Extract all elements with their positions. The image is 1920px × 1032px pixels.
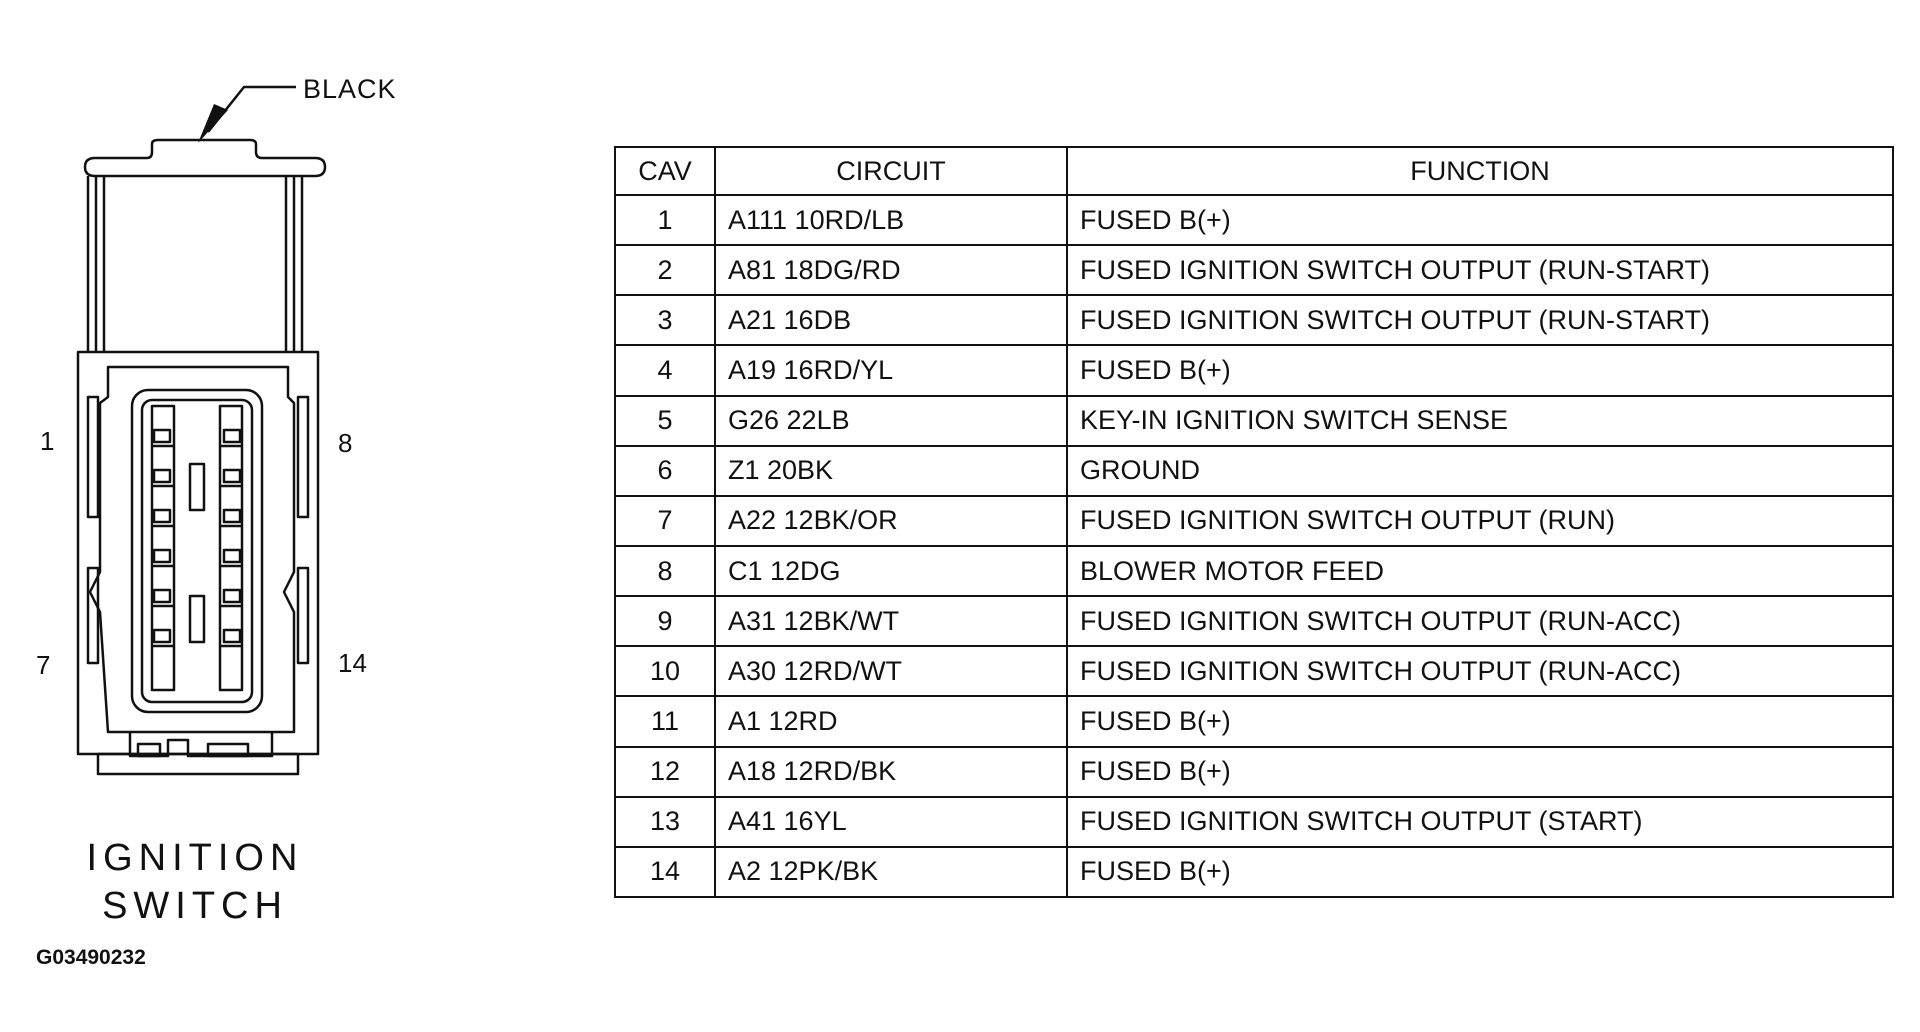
table-row xyxy=(615,446,1893,496)
cell-function: FUSED B(+) xyxy=(1067,847,1893,897)
pin-label-14: 14 xyxy=(338,648,367,678)
cell-cav: 9 xyxy=(615,596,715,646)
cell-circuit: A21 16DB xyxy=(715,295,1067,345)
cell-cav: 7 xyxy=(615,496,715,546)
table-row xyxy=(615,646,1893,696)
cell-function: FUSED IGNITION SWITCH OUTPUT (RUN-ACC) xyxy=(1067,646,1893,696)
connector-housing xyxy=(78,352,318,754)
header-function: FUNCTION xyxy=(1067,147,1893,195)
cell-cav: 5 xyxy=(615,396,715,446)
table-row xyxy=(615,696,1893,746)
cell-circuit: A41 16YL xyxy=(715,797,1067,847)
callout-arrow xyxy=(198,87,296,143)
connector-shroud xyxy=(90,367,294,732)
latch-rails xyxy=(88,176,302,352)
component-name-line2: SWITCH xyxy=(102,885,288,927)
cavity-column-left xyxy=(152,406,174,690)
cell-cav: 8 xyxy=(615,546,715,596)
cell-function: FUSED B(+) xyxy=(1067,195,1893,245)
cell-function: KEY-IN IGNITION SWITCH SENSE xyxy=(1067,396,1893,446)
cell-function: FUSED B(+) xyxy=(1067,345,1893,395)
cell-cav: 1 xyxy=(615,195,715,245)
table-row xyxy=(615,245,1893,295)
cell-cav: 10 xyxy=(615,646,715,696)
pin-label-7: 7 xyxy=(36,650,51,680)
connector-latch xyxy=(85,140,325,176)
table-row xyxy=(615,747,1893,797)
cell-cav: 2 xyxy=(615,245,715,295)
cell-cav: 4 xyxy=(615,345,715,395)
cell-circuit: A30 12RD/WT xyxy=(715,646,1067,696)
pin-label-1: 1 xyxy=(40,426,55,456)
cell-function: FUSED B(+) xyxy=(1067,747,1893,797)
keying-slot xyxy=(190,596,204,642)
cell-cav: 14 xyxy=(615,847,715,897)
cell-cav: 12 xyxy=(615,747,715,797)
cell-circuit: A22 12BK/OR xyxy=(715,496,1067,546)
cell-circuit: A81 18DG/RD xyxy=(715,245,1067,295)
cell-cav: 11 xyxy=(615,696,715,746)
pinout-table xyxy=(614,146,1894,898)
cell-circuit: Z1 20BK xyxy=(715,446,1067,496)
table-row xyxy=(615,396,1893,446)
cell-circuit: A31 12BK/WT xyxy=(715,596,1067,646)
cell-function: BLOWER MOTOR FEED xyxy=(1067,546,1893,596)
cell-circuit: A2 12PK/BK xyxy=(715,847,1067,897)
cell-circuit: A111 10RD/LB xyxy=(715,195,1067,245)
header-cav: CAV xyxy=(615,147,715,195)
table-row xyxy=(615,596,1893,646)
connector-color-label: BLACK xyxy=(303,74,397,104)
table-row xyxy=(615,345,1893,395)
figure-id: G03490232 xyxy=(36,946,146,969)
component-name-line1: IGNITION xyxy=(86,837,304,879)
cell-function: FUSED IGNITION SWITCH OUTPUT (RUN) xyxy=(1067,496,1893,546)
keying-slot xyxy=(190,464,204,510)
table-header-row xyxy=(615,147,1893,195)
cell-circuit: C1 12DG xyxy=(715,546,1067,596)
cell-function: FUSED B(+) xyxy=(1067,696,1893,746)
pin-label-8: 8 xyxy=(338,428,353,458)
cell-cav: 6 xyxy=(615,446,715,496)
cell-function: FUSED IGNITION SWITCH OUTPUT (RUN-START) xyxy=(1067,295,1893,345)
table-row xyxy=(615,496,1893,546)
cell-function: GROUND xyxy=(1067,446,1893,496)
header-circuit: CIRCUIT xyxy=(715,147,1067,195)
table-row xyxy=(615,797,1893,847)
cell-circuit: A18 12RD/BK xyxy=(715,747,1067,797)
cell-function: FUSED IGNITION SWITCH OUTPUT (RUN-START) xyxy=(1067,245,1893,295)
cell-cav: 3 xyxy=(615,295,715,345)
table-row xyxy=(615,195,1893,245)
component-name xyxy=(60,834,330,930)
cell-circuit: A1 12RD xyxy=(715,696,1067,746)
cavity-column-right xyxy=(220,406,242,690)
table-row xyxy=(615,295,1893,345)
cell-function: FUSED IGNITION SWITCH OUTPUT (RUN-ACC) xyxy=(1067,596,1893,646)
table-row xyxy=(615,546,1893,596)
cell-cav: 13 xyxy=(615,797,715,847)
cell-circuit: A19 16RD/YL xyxy=(715,345,1067,395)
table-row xyxy=(615,847,1893,897)
cell-function: FUSED IGNITION SWITCH OUTPUT (START) xyxy=(1067,797,1893,847)
cell-circuit: G26 22LB xyxy=(715,396,1067,446)
